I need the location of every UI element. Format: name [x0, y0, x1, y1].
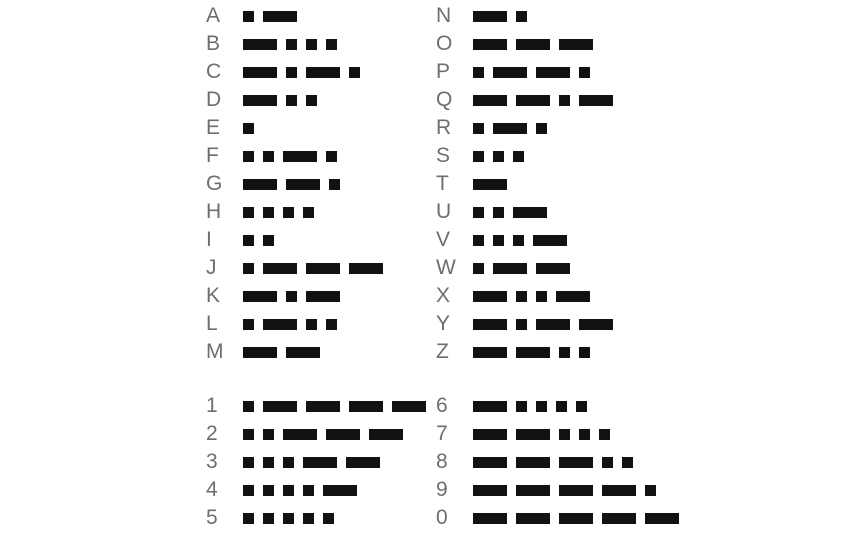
morse-dot-symbol	[493, 207, 504, 218]
morse-row	[436, 338, 613, 366]
morse-dash-symbol	[243, 95, 277, 106]
morse-dot-symbol	[473, 235, 484, 246]
morse-character-label: 4	[206, 478, 219, 501]
morse-dot-symbol	[326, 39, 337, 50]
morse-character-label: S	[436, 144, 451, 167]
letters-right-column	[436, 2, 613, 366]
morse-dot-symbol	[599, 429, 610, 440]
morse-row	[206, 58, 383, 86]
morse-dot-symbol	[306, 39, 317, 50]
morse-row	[436, 170, 613, 198]
morse-dash-symbol	[493, 67, 527, 78]
morse-character-label: K	[206, 284, 221, 307]
morse-dot-symbol	[286, 67, 297, 78]
morse-dash-symbol	[243, 347, 277, 358]
morse-code	[243, 179, 340, 190]
morse-dot-symbol	[286, 291, 297, 302]
morse-character-label: Y	[436, 312, 451, 335]
morse-row	[206, 338, 383, 366]
morse-dash-symbol	[243, 179, 277, 190]
morse-code	[243, 347, 320, 358]
morse-dash-symbol	[473, 179, 507, 190]
morse-dash-symbol	[369, 429, 403, 440]
morse-dot-symbol	[243, 123, 254, 134]
morse-character-label: F	[206, 144, 220, 167]
morse-character-label: Q	[436, 88, 453, 111]
morse-dash-symbol	[286, 347, 320, 358]
morse-dot-symbol	[283, 207, 294, 218]
morse-code	[473, 429, 610, 440]
morse-dash-symbol	[602, 485, 636, 496]
morse-code	[243, 263, 383, 274]
morse-row	[206, 448, 426, 476]
morse-character-label: 9	[436, 478, 449, 501]
morse-dot-symbol	[306, 319, 317, 330]
morse-dash-symbol	[556, 291, 590, 302]
morse-dash-symbol	[306, 401, 340, 412]
morse-character-label: X	[436, 284, 451, 307]
morse-dash-symbol	[536, 319, 570, 330]
morse-row	[206, 2, 383, 30]
morse-dot-symbol	[323, 513, 334, 524]
morse-row	[436, 30, 613, 58]
morse-dot-symbol	[243, 401, 254, 412]
morse-dot-symbol	[243, 457, 254, 468]
morse-dash-symbol	[516, 95, 550, 106]
digits-right-column	[436, 392, 679, 532]
morse-code	[243, 429, 403, 440]
morse-dot-symbol	[243, 151, 254, 162]
morse-character-label: C	[206, 60, 222, 83]
morse-character-label: 0	[436, 506, 449, 529]
morse-row	[206, 504, 426, 532]
morse-dash-symbol	[579, 95, 613, 106]
morse-row	[436, 310, 613, 338]
morse-code	[243, 151, 337, 162]
morse-row	[206, 226, 383, 254]
morse-character-label: U	[436, 200, 452, 223]
morse-row	[206, 282, 383, 310]
morse-dot-symbol	[303, 513, 314, 524]
morse-row	[436, 420, 679, 448]
morse-dot-symbol	[473, 151, 484, 162]
morse-dash-symbol	[346, 457, 380, 468]
morse-dot-symbol	[243, 429, 254, 440]
morse-character-label: L	[206, 312, 219, 335]
morse-character-label: 8	[436, 450, 449, 473]
morse-row	[436, 504, 679, 532]
morse-dot-symbol	[493, 235, 504, 246]
morse-character-label: 7	[436, 422, 449, 445]
morse-code	[473, 179, 507, 190]
morse-row	[436, 448, 679, 476]
morse-dot-symbol	[513, 151, 524, 162]
morse-code	[473, 11, 527, 22]
morse-dot-symbol	[283, 513, 294, 524]
morse-dash-symbol	[473, 457, 507, 468]
morse-dash-symbol	[323, 485, 357, 496]
morse-dash-symbol	[306, 291, 340, 302]
morse-character-label: Z	[436, 340, 450, 363]
morse-dash-symbol	[516, 513, 550, 524]
morse-code	[243, 123, 254, 134]
morse-dot-symbol	[263, 207, 274, 218]
morse-row	[436, 86, 613, 114]
digits-left-column	[206, 392, 426, 532]
morse-dot-symbol	[326, 319, 337, 330]
morse-character-label: 2	[206, 422, 219, 445]
morse-code	[243, 39, 337, 50]
morse-code	[473, 235, 567, 246]
morse-dash-symbol	[536, 67, 570, 78]
morse-row	[206, 420, 426, 448]
morse-dot-symbol	[579, 429, 590, 440]
morse-row	[206, 310, 383, 338]
morse-dot-symbol	[243, 207, 254, 218]
morse-character-label: G	[206, 172, 223, 195]
morse-dot-symbol	[645, 485, 656, 496]
morse-row	[206, 114, 383, 142]
morse-dash-symbol	[536, 263, 570, 274]
morse-row	[206, 198, 383, 226]
morse-code	[473, 123, 547, 134]
morse-dot-symbol	[283, 485, 294, 496]
morse-code	[243, 401, 426, 412]
letters-left-column	[206, 2, 383, 366]
morse-dot-symbol	[263, 429, 274, 440]
morse-code	[473, 151, 524, 162]
morse-dot-symbol	[473, 263, 484, 274]
morse-dot-symbol	[283, 457, 294, 468]
morse-character-label: J	[206, 256, 217, 279]
morse-dash-symbol	[473, 291, 507, 302]
morse-dot-symbol	[493, 151, 504, 162]
morse-code	[243, 67, 360, 78]
morse-dash-symbol	[516, 39, 550, 50]
morse-dash-symbol	[559, 513, 593, 524]
morse-row	[206, 86, 383, 114]
morse-dash-symbol	[513, 207, 547, 218]
morse-row	[436, 226, 613, 254]
morse-row	[436, 2, 613, 30]
morse-dot-symbol	[559, 347, 570, 358]
morse-code	[243, 319, 337, 330]
morse-dot-symbol	[286, 95, 297, 106]
morse-dash-symbol	[602, 513, 636, 524]
morse-dot-symbol	[559, 95, 570, 106]
morse-row	[206, 170, 383, 198]
morse-dash-symbol	[559, 39, 593, 50]
morse-dot-symbol	[536, 291, 547, 302]
morse-dash-symbol	[349, 401, 383, 412]
morse-dot-symbol	[579, 347, 590, 358]
morse-dash-symbol	[516, 347, 550, 358]
morse-row	[436, 282, 613, 310]
morse-character-label: N	[436, 4, 452, 27]
morse-row	[206, 392, 426, 420]
morse-dot-symbol	[473, 123, 484, 134]
morse-character-label: O	[436, 32, 453, 55]
morse-dot-symbol	[263, 151, 274, 162]
morse-dot-symbol	[286, 39, 297, 50]
morse-dash-symbol	[473, 513, 507, 524]
morse-dash-symbol	[579, 319, 613, 330]
morse-dash-symbol	[533, 235, 567, 246]
morse-row	[206, 142, 383, 170]
morse-row	[436, 58, 613, 86]
morse-row	[436, 476, 679, 504]
morse-code	[243, 95, 317, 106]
morse-dot-symbol	[306, 95, 317, 106]
morse-dash-symbol	[645, 513, 679, 524]
morse-dot-symbol	[243, 11, 254, 22]
morse-dash-symbol	[392, 401, 426, 412]
morse-dot-symbol	[536, 401, 547, 412]
morse-code	[243, 485, 357, 496]
morse-code	[473, 513, 679, 524]
morse-dash-symbol	[243, 39, 277, 50]
morse-dash-symbol	[473, 429, 507, 440]
morse-dot-symbol	[579, 67, 590, 78]
morse-dash-symbol	[283, 429, 317, 440]
morse-code	[473, 207, 547, 218]
morse-character-label: 6	[436, 394, 449, 417]
morse-character-label: R	[436, 116, 452, 139]
morse-character-label: M	[206, 340, 224, 363]
morse-dot-symbol	[516, 319, 527, 330]
morse-row	[206, 476, 426, 504]
morse-character-label: V	[436, 228, 451, 251]
morse-row	[436, 254, 613, 282]
morse-dot-symbol	[513, 235, 524, 246]
morse-dot-symbol	[473, 207, 484, 218]
morse-dot-symbol	[263, 513, 274, 524]
morse-dot-symbol	[516, 11, 527, 22]
morse-dot-symbol	[263, 485, 274, 496]
morse-dot-symbol	[263, 235, 274, 246]
morse-dash-symbol	[473, 401, 507, 412]
morse-dash-symbol	[283, 151, 317, 162]
morse-character-label: A	[206, 4, 221, 27]
morse-dot-symbol	[243, 235, 254, 246]
morse-dot-symbol	[263, 457, 274, 468]
morse-dash-symbol	[326, 429, 360, 440]
morse-dash-symbol	[263, 319, 297, 330]
morse-row	[436, 392, 679, 420]
morse-dot-symbol	[243, 263, 254, 274]
morse-row	[436, 198, 613, 226]
morse-character-label: T	[436, 172, 450, 195]
morse-dot-symbol	[536, 123, 547, 134]
morse-dot-symbol	[243, 319, 254, 330]
morse-code	[473, 39, 593, 50]
morse-dot-symbol	[556, 401, 567, 412]
morse-dot-symbol	[243, 485, 254, 496]
morse-dash-symbol	[473, 347, 507, 358]
morse-dash-symbol	[263, 11, 297, 22]
morse-code	[473, 457, 633, 468]
morse-row	[436, 114, 613, 142]
morse-dash-symbol	[516, 457, 550, 468]
morse-code	[473, 95, 613, 106]
morse-dot-symbol	[516, 291, 527, 302]
morse-dash-symbol	[559, 457, 593, 468]
morse-code	[243, 457, 380, 468]
morse-code	[473, 401, 587, 412]
morse-dot-symbol	[576, 401, 587, 412]
morse-dash-symbol	[349, 263, 383, 274]
morse-dot-symbol	[326, 151, 337, 162]
morse-dot-symbol	[303, 485, 314, 496]
morse-dash-symbol	[473, 485, 507, 496]
morse-dot-symbol	[622, 457, 633, 468]
morse-dot-symbol	[243, 513, 254, 524]
morse-character-label: I	[206, 228, 213, 251]
morse-row	[206, 30, 383, 58]
morse-dot-symbol	[349, 67, 360, 78]
morse-character-label: 1	[206, 394, 219, 417]
morse-dot-symbol	[303, 207, 314, 218]
morse-code	[243, 291, 340, 302]
morse-dot-symbol	[602, 457, 613, 468]
morse-dash-symbol	[493, 123, 527, 134]
morse-dash-symbol	[493, 263, 527, 274]
morse-character-label: B	[206, 32, 221, 55]
morse-code	[473, 319, 613, 330]
morse-character-label: 5	[206, 506, 219, 529]
morse-dash-symbol	[306, 67, 340, 78]
morse-dash-symbol	[473, 39, 507, 50]
morse-character-label: E	[206, 116, 221, 139]
morse-dash-symbol	[263, 263, 297, 274]
morse-dot-symbol	[516, 401, 527, 412]
morse-dash-symbol	[263, 401, 297, 412]
morse-row	[436, 142, 613, 170]
morse-code	[473, 347, 590, 358]
morse-dash-symbol	[516, 429, 550, 440]
morse-code	[243, 207, 314, 218]
morse-dash-symbol	[559, 485, 593, 496]
morse-code	[473, 291, 590, 302]
morse-dash-symbol	[243, 291, 277, 302]
morse-character-label: H	[206, 200, 222, 223]
morse-dash-symbol	[516, 485, 550, 496]
morse-dash-symbol	[303, 457, 337, 468]
morse-dash-symbol	[473, 95, 507, 106]
morse-row	[206, 254, 383, 282]
morse-dot-symbol	[473, 67, 484, 78]
morse-code	[243, 235, 274, 246]
morse-character-label: P	[436, 60, 451, 83]
morse-code	[473, 485, 656, 496]
morse-dash-symbol	[473, 319, 507, 330]
morse-code	[243, 513, 334, 524]
morse-code	[473, 67, 590, 78]
morse-dot-symbol	[329, 179, 340, 190]
morse-dot-symbol	[559, 429, 570, 440]
morse-dash-symbol	[243, 67, 277, 78]
morse-character-label: D	[206, 88, 222, 111]
morse-dash-symbol	[473, 11, 507, 22]
morse-dash-symbol	[286, 179, 320, 190]
morse-code	[473, 263, 570, 274]
morse-character-label: W	[436, 256, 457, 279]
morse-character-label: 3	[206, 450, 219, 473]
morse-code	[243, 11, 297, 22]
morse-dash-symbol	[306, 263, 340, 274]
